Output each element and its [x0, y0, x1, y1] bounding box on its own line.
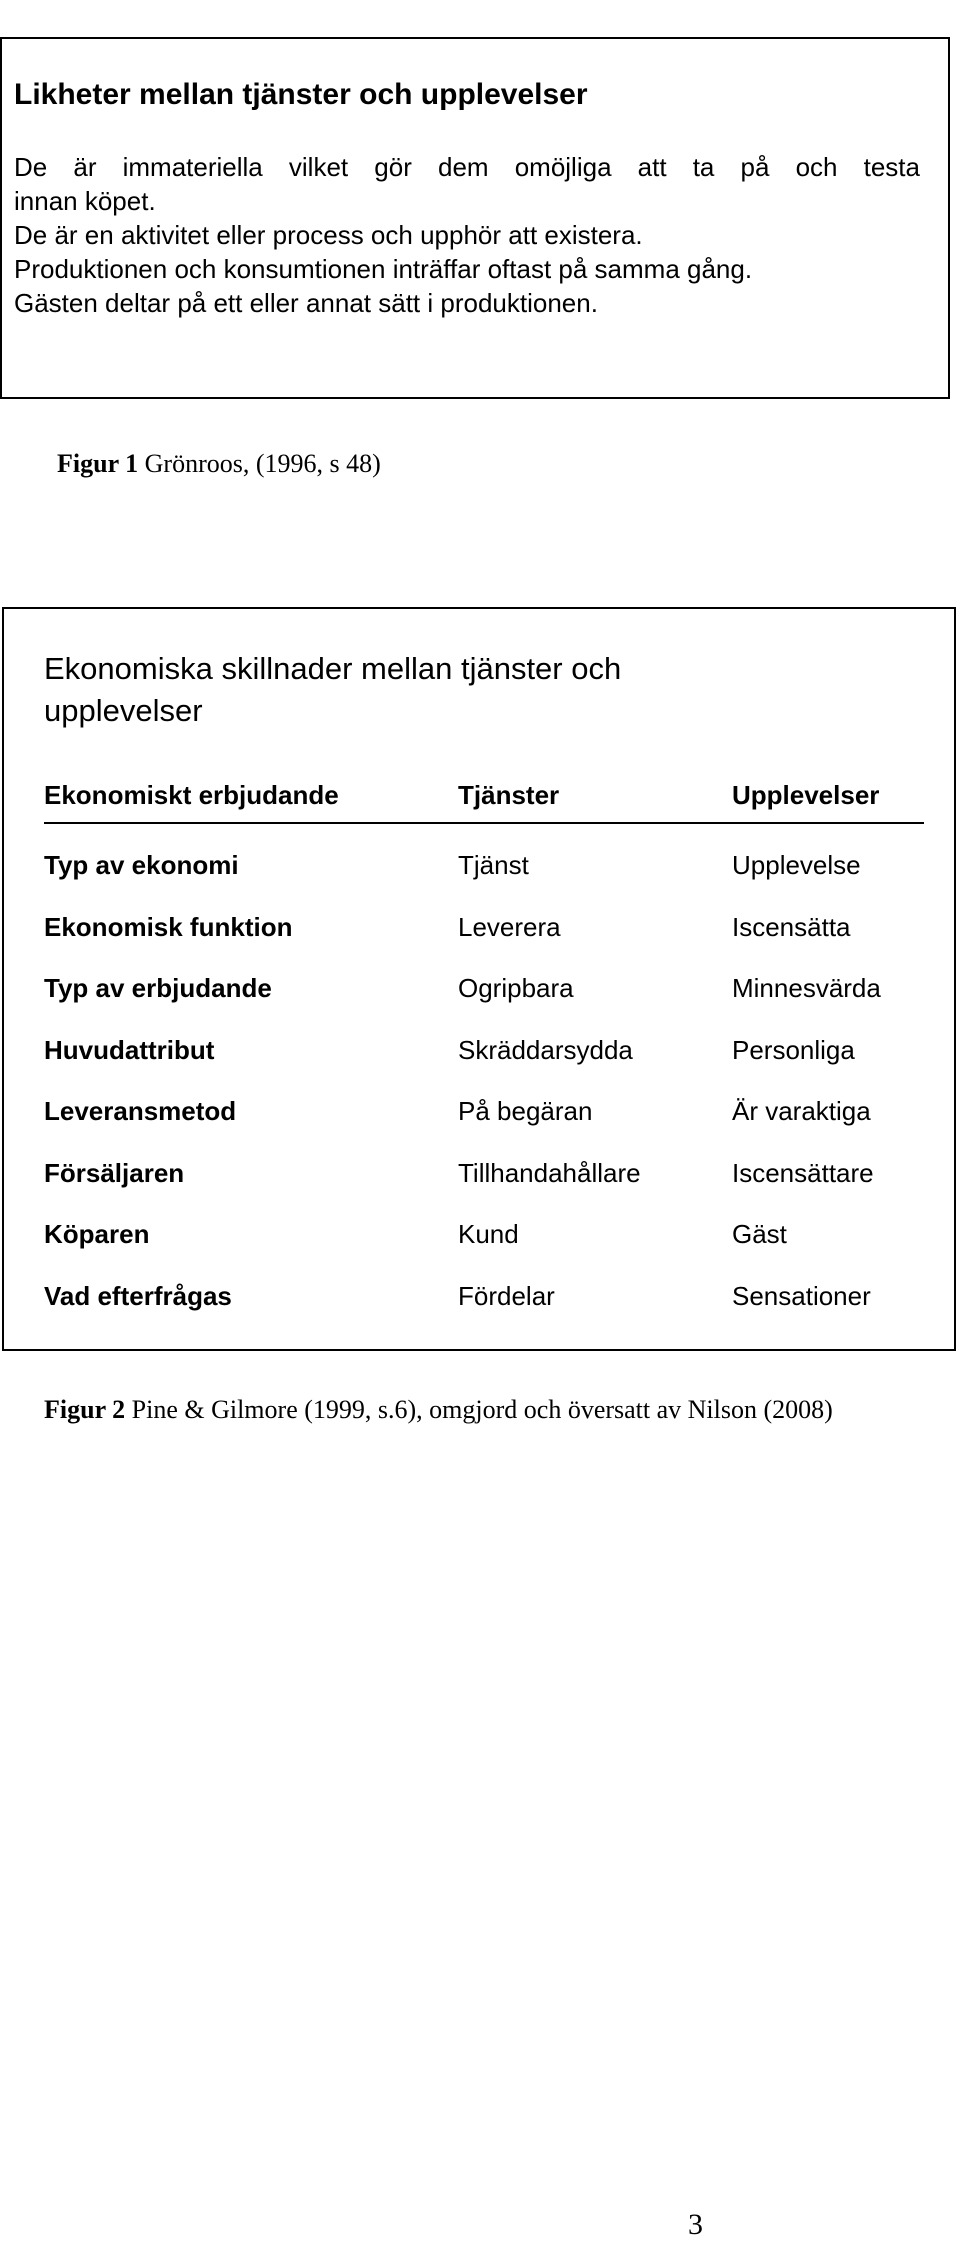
- row-label: Typ av ekonomi: [44, 850, 239, 880]
- row-label: Huvudattribut: [44, 1034, 215, 1065]
- table-header-row: [44, 780, 924, 824]
- table-row: [44, 1277, 924, 1339]
- header-cell-offering: Ekonomiskt erbjudande: [44, 780, 339, 810]
- services-cell: Tillhandahållare: [458, 1157, 641, 1188]
- row-label: Köparen: [44, 1219, 150, 1249]
- services-cell: Skräddarsydda: [458, 1034, 633, 1065]
- row-label: Vad efterfrågas: [44, 1280, 232, 1311]
- figure-2-label: Figur 2: [44, 1395, 126, 1424]
- table-row: [44, 1031, 924, 1093]
- figure-2-text: Pine & Gilmore (1999, s.6), omgjord och översatt av Nilson (2008): [125, 1395, 833, 1424]
- header-cell-experiences: Upplevelser: [732, 780, 880, 810]
- table-row: [44, 969, 924, 1031]
- row-label: Leveransmetod: [44, 1096, 237, 1126]
- experiences-cell: Personliga: [732, 1034, 855, 1065]
- services-cell: Leverera: [458, 911, 561, 942]
- experiences-cell: Sensationer: [732, 1280, 871, 1311]
- figure-1-caption: [57, 447, 381, 481]
- experiences-cell: Minnesvärda: [732, 973, 881, 1003]
- page-number: 3: [688, 2208, 703, 2241]
- figure-2-caption: [44, 1393, 924, 1427]
- similarities-line: Produktionen och konsumtionen inträffar oftast på samma gång.: [14, 254, 753, 284]
- table-row: [44, 908, 924, 970]
- experiences-cell: Iscensättare: [732, 1157, 874, 1188]
- services-cell: Ogripbara: [458, 973, 574, 1003]
- similarities-line: Gästen deltar på ett eller annat sätt i produktionen.: [14, 288, 598, 318]
- figure-1-text: Grönroos, (1996, s 48): [138, 449, 381, 478]
- table-row: [44, 1092, 924, 1154]
- experiences-cell: Iscensätta: [732, 911, 851, 942]
- services-cell: Fördelar: [458, 1280, 555, 1311]
- similarities-text: [14, 150, 920, 320]
- figure-1-label: Figur 1: [57, 449, 139, 478]
- row-label: Ekonomisk funktion: [44, 911, 293, 942]
- experiences-cell: Upplevelse: [732, 850, 861, 880]
- row-label: Typ av erbjudande: [44, 973, 272, 1003]
- table-row: [44, 846, 924, 908]
- similarities-line: innan köpet.: [14, 186, 156, 216]
- row-label: Försäljaren: [44, 1157, 185, 1188]
- table-row: [44, 1215, 924, 1277]
- services-cell: Tjänst: [458, 850, 529, 880]
- similarities-line: De är immateriella vilket gör dem omöjliga att ta på och testa: [14, 152, 920, 182]
- header-cell-services: Tjänster: [458, 780, 560, 810]
- differences-table: [44, 780, 924, 1338]
- services-cell: På begäran: [458, 1096, 593, 1126]
- experiences-cell: Gäst: [732, 1219, 787, 1249]
- differences-title: Ekonomiska skillnader mellan tjänster och upplevelser: [44, 651, 622, 728]
- services-cell: Kund: [458, 1219, 519, 1249]
- table-row: [44, 1154, 924, 1216]
- experiences-cell: Är varaktiga: [732, 1096, 871, 1126]
- similarities-title: Likheter mellan tjänster och upplevelser: [14, 78, 588, 111]
- similarities-line: De är en aktivitet eller process och upphör att existera.: [14, 220, 643, 250]
